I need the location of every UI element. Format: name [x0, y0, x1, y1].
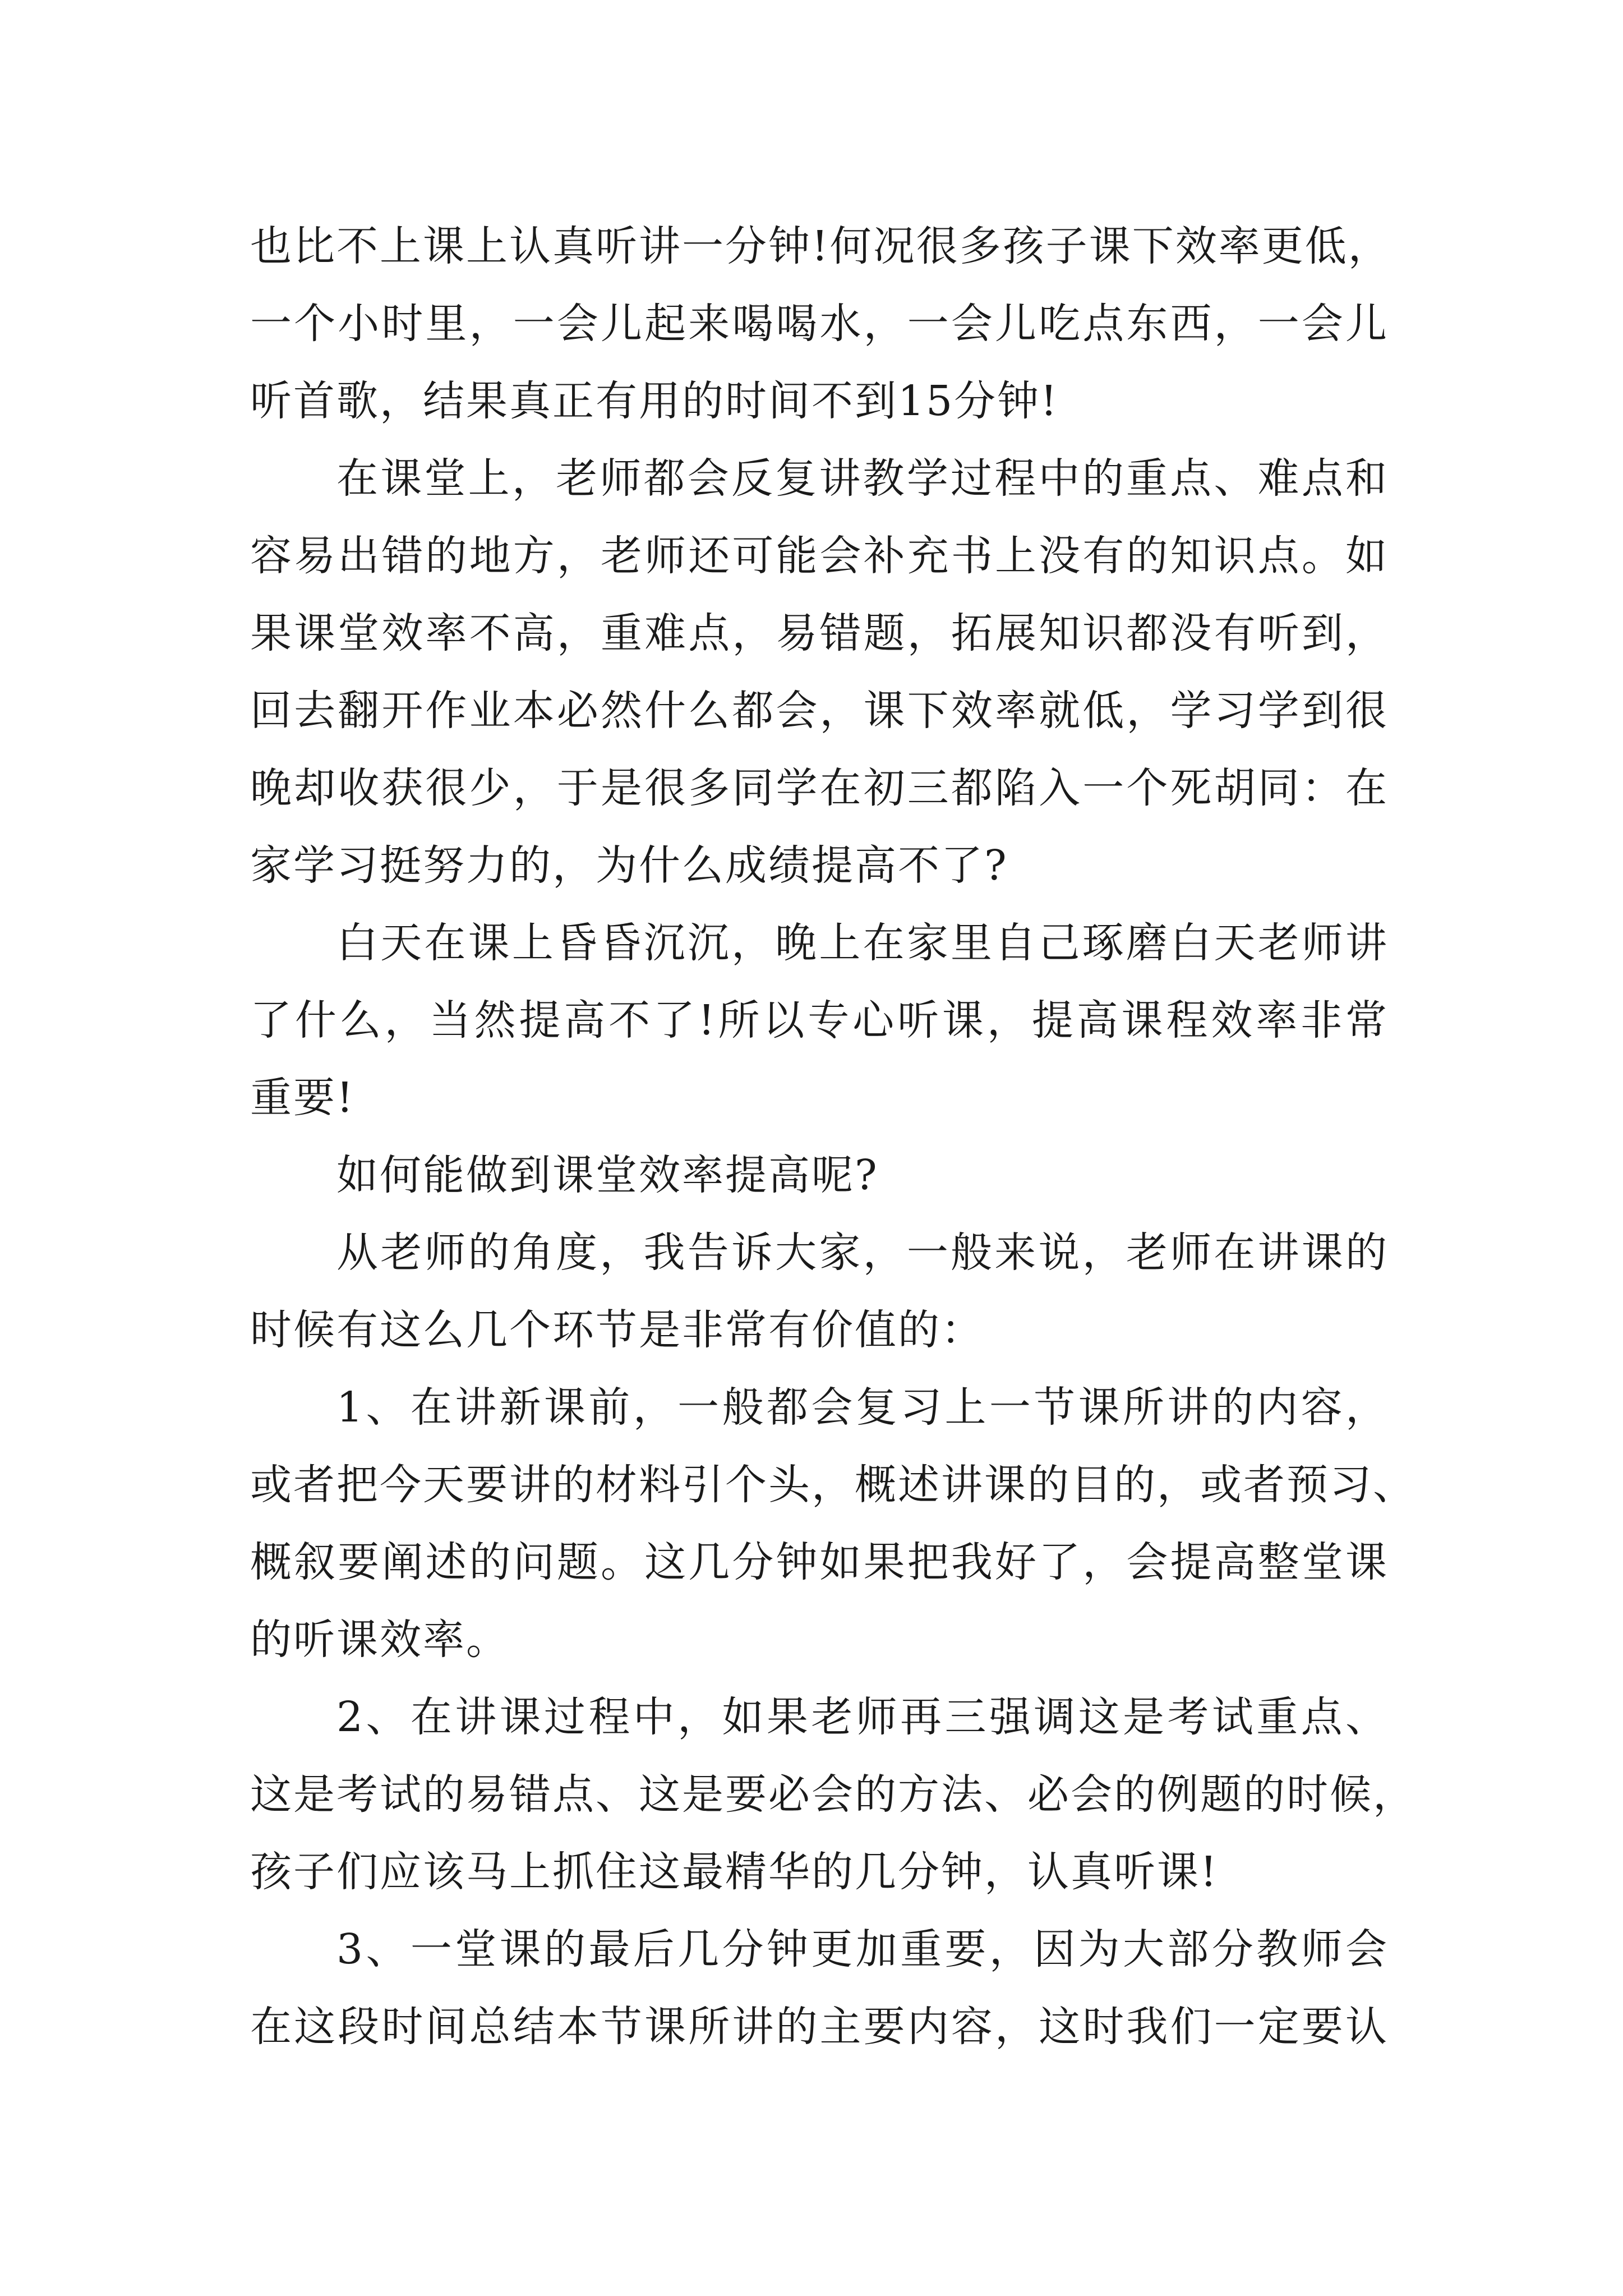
text-line: 晚却收获很少，于是很多同学在初三都陷入一个死胡同：在	[250, 764, 1389, 812]
text-line: 从老师的角度，我告诉大家，一般来说，老师在讲课的	[336, 1228, 1389, 1277]
text-line: 1、在讲新课前，一般都会复习上一节课所讲的内容，	[336, 1383, 1389, 1432]
text-line: 了什么，当然提高不了!所以专心听课，提高课程效率非常	[250, 996, 1389, 1045]
text-line: 3、一堂课的最后几分钟更加重要，因为大部分教师会	[336, 1925, 1389, 1973]
text-line: 果课堂效率不高，重难点，易错题，拓展知识都没有听到，	[250, 609, 1389, 657]
paragraph	[250, 1214, 1389, 1369]
text-line: 孩子们应该马上抓住这最精华的几分钟，认真听课!	[250, 1848, 1219, 1896]
paragraph	[250, 904, 1389, 1137]
text-line: 概叙要阐述的问题。这几分钟如果把我好了，会提高整堂课	[250, 1538, 1389, 1586]
text-line: 的听课效率。	[250, 1616, 509, 1664]
paragraph	[250, 208, 1389, 440]
text-line: 时候有这么几个环节是非常有价值的：	[250, 1306, 984, 1354]
text-line: 在这段时间总结本节课所讲的主要内容，这时我们一定要认	[250, 2003, 1389, 2051]
text-line: 如何能做到课堂效率提高呢?	[336, 1151, 879, 1199]
text-line: 白天在课上昏昏沉沉，晚上在家里自己琢磨白天老师讲	[336, 919, 1389, 967]
text-line: 听首歌，结果真正有用的时间不到15分钟!	[250, 377, 1059, 425]
text-line: 一个小时里，一会儿起来喝喝水，一会儿吃点东西，一会儿	[250, 300, 1389, 348]
document-body	[250, 208, 1416, 2065]
text-line: 家学习挺努力的，为什么成绩提高不了?	[250, 841, 1008, 890]
text-line: 容易出错的地方，老师还可能会补充书上没有的知识点。如	[250, 532, 1389, 580]
paragraph	[250, 1369, 1416, 1678]
text-line: 也比不上课上认真听讲一分钟!何况很多孩子课下效率更低，	[250, 222, 1391, 270]
text-line: 这是考试的易错点、这是要必会的方法、必会的例题的时候，	[250, 1770, 1416, 1819]
text-line: 回去翻开作业本必然什么都会，课下效率就低，学习学到很	[250, 687, 1389, 735]
paragraph	[250, 1678, 1416, 1911]
paragraph	[250, 1137, 1389, 1214]
text-line: 在课堂上，老师都会反复讲教学过程中的重点、难点和	[336, 454, 1389, 503]
text-line: 2、在讲课过程中，如果老师再三强调这是考试重点、	[336, 1693, 1389, 1741]
paragraph	[250, 1911, 1389, 2065]
text-line: 重要!	[250, 1074, 355, 1122]
text-line: 或者把今天要讲的材料引个头，概述讲课的目的，或者预习、	[250, 1461, 1416, 1509]
paragraph	[250, 440, 1389, 904]
